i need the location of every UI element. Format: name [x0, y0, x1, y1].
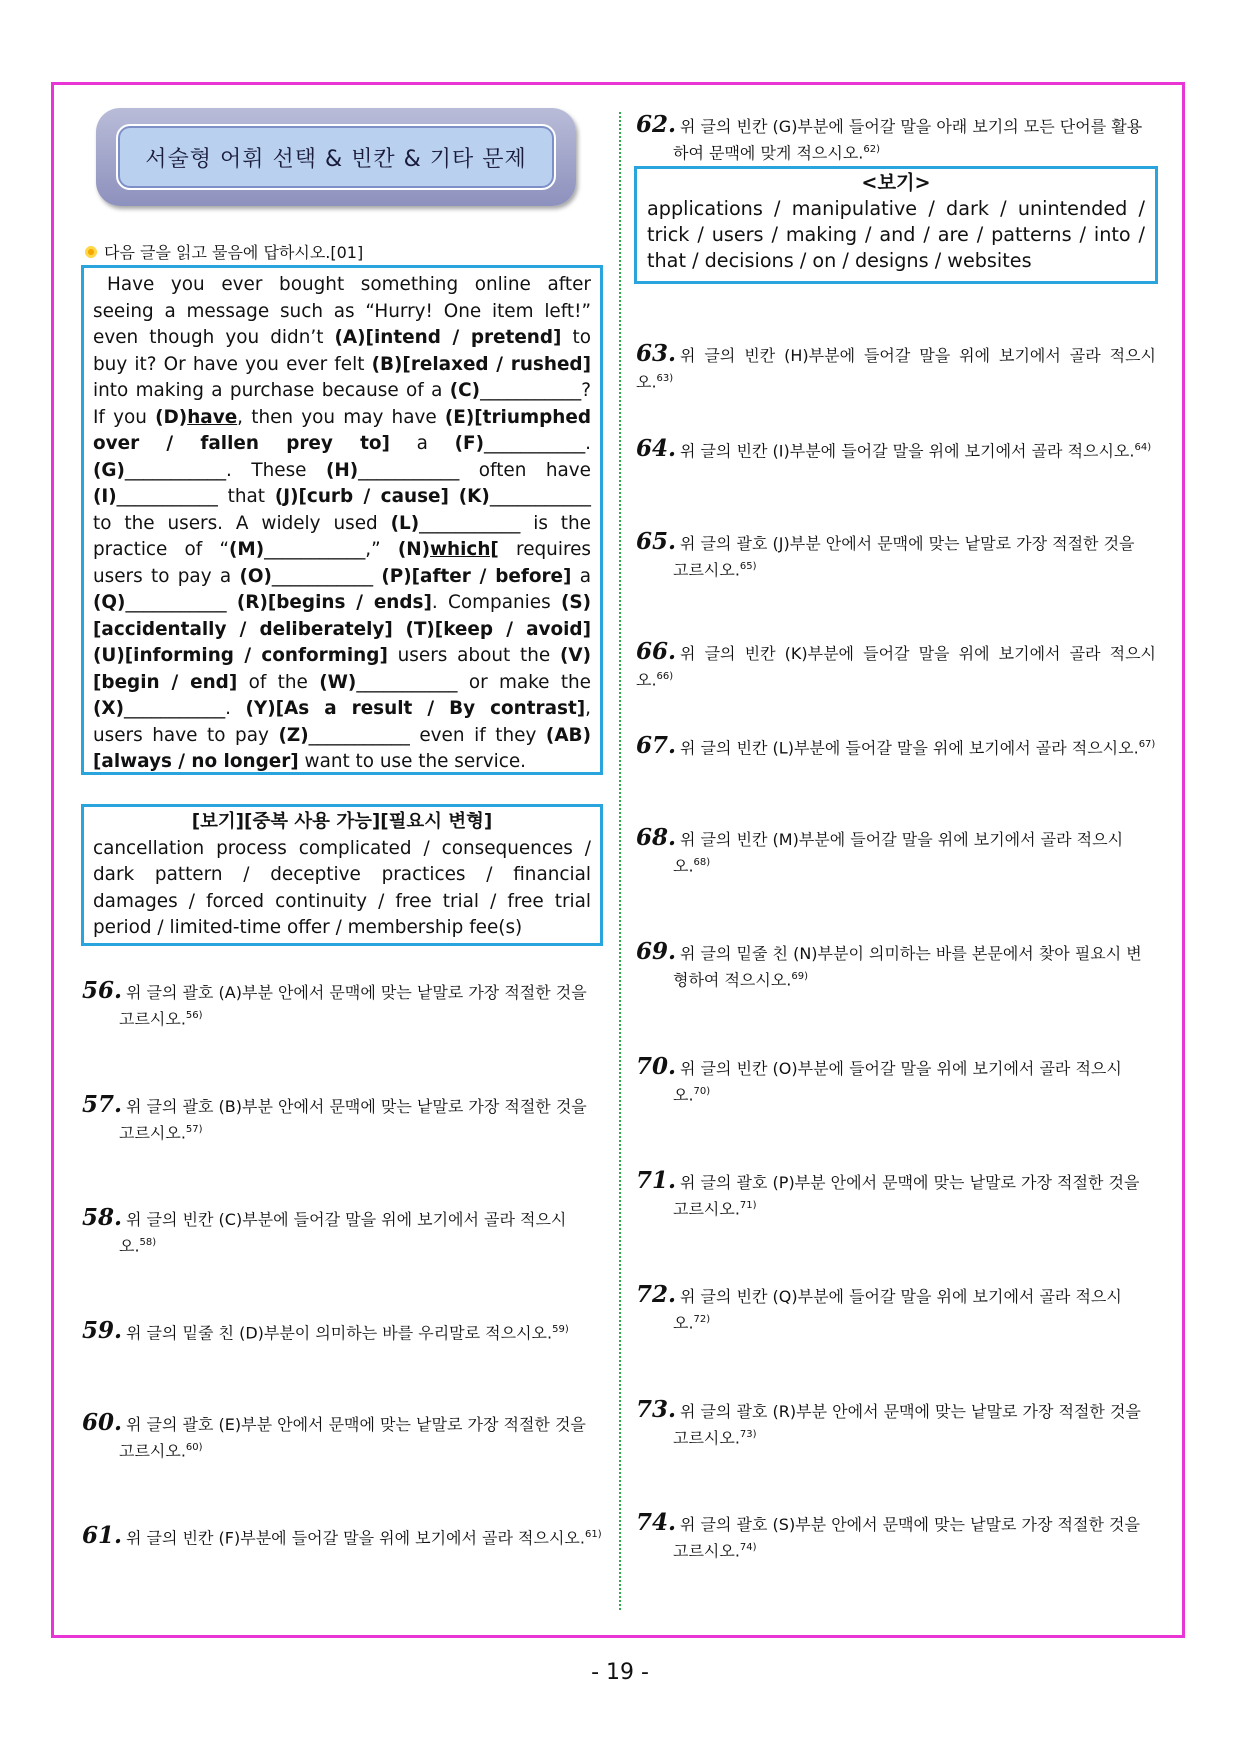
question-text: 위 글의 괄호 (B)부분 안에서 문맥에 맞는 낱말로 가장 적절한 것을: [126, 1097, 587, 1116]
question-text: 위 글의 빈칸 (O)부분에 들어갈 말을 위에 보기에서 골라 적으시: [680, 1059, 1122, 1078]
footnote-marker: 56): [185, 1010, 203, 1021]
passage-bold-segment: (N): [397, 539, 431, 560]
passage-bold-segment: (C): [449, 380, 481, 401]
footnote-marker: 60): [185, 1442, 203, 1453]
question-number: 63.: [636, 340, 677, 367]
flower-icon: [84, 245, 98, 259]
question-number: 72.: [636, 1281, 677, 1308]
question-text: 위 글의 빈칸 (L)부분에 들어갈 말을 위에 보기에서 골라 적으시오.: [680, 738, 1139, 758]
question-65: [636, 530, 1156, 581]
footnote-marker: 70): [693, 1086, 711, 1097]
word-box-1-heading: [보기][중복 사용 가능][필요시 변형]: [191, 811, 493, 832]
question-74: [636, 1511, 1156, 1562]
passage-bold-segment: (B)[relaxed / rushed]: [371, 353, 591, 375]
question-number: 57.: [82, 1091, 123, 1118]
passage-text-segment: ___________ that: [116, 486, 275, 507]
passage-bold-segment: (G): [93, 459, 125, 481]
word-box-2: [634, 166, 1158, 284]
word-box-1-words: cancellation process complicated / consequences / dark pattern / deceptive practices / financial damages / forced continuity / free trial / free trial period / limited-time offer / membership fee(s): [93, 837, 591, 938]
passage-text-segment: , then you may have: [237, 406, 445, 428]
question-text: 위 글의 빈칸 (F)부분에 들어갈 말을 위에 보기에서 골라 적으시오.: [126, 1528, 585, 1548]
question-text-continued: 고르시오.: [119, 1009, 186, 1029]
question-text: 위 글의 괄호 (J)부분 안에서 문맥에 맞는 낱말로 가장 적절한 것을: [680, 534, 1135, 553]
question-text: 위 글의 괄호 (E)부분 안에서 문맥에 맞는 낱말로 가장 적절한 것을: [126, 1415, 586, 1434]
passage-text-segment: ___________.: [124, 698, 246, 719]
passage-text-segment: ___________ is the practice of “: [93, 512, 591, 560]
passage-bold-segment: (I): [93, 486, 117, 507]
page-number: - 19 -: [591, 1660, 649, 1685]
question-text: 위 글의 빈칸 (C)부분에 들어갈 말을 위에 보기에서 골라 적으시: [126, 1210, 567, 1229]
title-badge-inner: [116, 124, 556, 190]
passage-bold-segment: (Z): [278, 724, 309, 746]
passage-bold-segment: (V)[begin / end]: [93, 645, 591, 693]
question-57: [82, 1093, 602, 1144]
question-text-continued: 고르시오.: [673, 1428, 740, 1448]
question-58: [82, 1206, 602, 1257]
instruction-text: 다음 글을 읽고 물음에 답하시오.[01]: [104, 243, 364, 262]
passage-bold-segment: (S)[accidentally / deliberately]: [93, 592, 591, 640]
question-text-continued: 하여 문맥에 맞게 적으시오.: [673, 143, 864, 163]
passage-bold-segment: (T)[keep / avoid]: [405, 618, 591, 640]
question-number: 65.: [636, 528, 677, 555]
question-63: [636, 342, 1156, 393]
question-text: 위 글의 빈칸 (M)부분에 들어갈 말을 위에 보기에서 골라 적으시: [680, 830, 1124, 849]
question-number: 56.: [82, 977, 123, 1004]
question-number: 69.: [636, 938, 677, 965]
footnote-marker: 68): [693, 857, 711, 868]
question-number: 73.: [636, 1396, 677, 1423]
question-number: 64.: [636, 435, 677, 463]
question-number: 68.: [636, 824, 677, 851]
question-text: 위 글의 빈칸 (I)부분에 들어갈 말을 위에 보기에서 골라 적으시오.: [680, 441, 1135, 461]
passage-bold-segment: which[: [430, 539, 499, 560]
footnote-marker: 61): [584, 1529, 602, 1540]
question-text-continued: 고르시오.: [119, 1123, 186, 1143]
footnote-marker: 65): [739, 561, 757, 572]
question-56: [82, 979, 602, 1030]
question-text-continued: 고르시오.: [673, 1541, 740, 1561]
passage-text-segment: of the: [237, 671, 320, 693]
passage-bold-segment: (K): [458, 486, 490, 507]
question-69: [636, 940, 1156, 991]
footnote-marker: 73): [739, 1429, 757, 1440]
footnote-marker: 57): [185, 1124, 203, 1135]
passage-text-segment: ___________ even if they: [308, 724, 546, 746]
footnote-marker: 74): [739, 1542, 757, 1553]
question-number: 62.: [636, 111, 677, 138]
passage-bold-segment: (L): [390, 512, 420, 534]
question-text: 위 글의 밑줄 친 (D)부분이 의미하는 바를 우리말로 적으시오.: [126, 1323, 553, 1343]
footnote-marker: 66): [656, 671, 674, 682]
question-text-continued: 오.: [673, 1085, 694, 1105]
question-number: 74.: [636, 1509, 677, 1536]
question-number: 61.: [82, 1522, 123, 1550]
passage-text-segment: a: [571, 565, 592, 587]
question-text-continued: 형하여 적으시오.: [673, 970, 792, 990]
passage-text-segment: into making a purchase because of a: [93, 380, 450, 401]
passage-text-segment: ___________ or make the: [356, 671, 591, 693]
passage-text-segment: , users have to pay: [93, 698, 592, 746]
question-text: 위 글의 빈칸 (G)부분에 들어갈 말을 아래 보기의 모든 단어를 활용: [680, 117, 1143, 136]
footnote-marker: 64): [1134, 442, 1152, 453]
question-62: [636, 113, 1156, 164]
question-text-continued: 오.: [673, 1313, 694, 1333]
passage-text-segment: requires users to pay a: [93, 539, 591, 587]
question-number: 66.: [636, 638, 677, 665]
passage-bold-segment: (M): [229, 539, 265, 560]
title-badge: [96, 108, 576, 206]
question-number: 71.: [636, 1167, 677, 1194]
question-text: 위 글의 빈칸 (H)부분에 들어갈 말을 위에 보기에서 골라 적으시오.: [636, 346, 1156, 392]
footnote-marker: 59): [552, 1324, 569, 1335]
question-number: 58.: [82, 1204, 123, 1231]
question-70: [636, 1055, 1156, 1106]
section-title: 서술형 어휘 선택 & 빈칸 & 기타 문제: [145, 146, 527, 172]
passage-text-segment: ___________ often have: [358, 459, 591, 481]
instruction: [84, 240, 363, 263]
footnote-marker: 63): [656, 373, 674, 384]
passage-text-segment: want to use the service.: [298, 751, 527, 772]
passage-text-segment: ___________: [125, 592, 237, 613]
footnote-marker: 62): [863, 144, 881, 155]
column-divider: [619, 112, 621, 1610]
passage-text-segment: ___________. These: [124, 459, 326, 481]
question-text: 위 글의 괄호 (A)부분 안에서 문맥에 맞는 낱말로 가장 적절한 것을: [126, 983, 587, 1002]
passage-text-segment: ___________: [271, 565, 382, 587]
question-73: [636, 1398, 1156, 1449]
passage-text-segment: ___________.: [484, 433, 591, 454]
word-box-2-words: applications / manipulative / dark / unintended / trick / users / making / and / are / patterns / into / that / decisions / on / designs / websites: [647, 197, 1145, 272]
question-number: 70.: [636, 1053, 677, 1080]
question-72: [636, 1283, 1156, 1334]
passage-bold-segment: (X): [93, 698, 124, 719]
passage-bold-segment: (D): [155, 406, 188, 428]
question-text-continued: 오.: [119, 1236, 140, 1256]
question-68: [636, 826, 1156, 877]
question-text-continued: 고르시오.: [673, 1199, 740, 1219]
passage-text-segment: [393, 619, 406, 640]
footnote-marker: 69): [791, 971, 809, 982]
question-61: [82, 1523, 602, 1549]
question-text: 위 글의 괄호 (R)부분 안에서 문맥에 맞는 낱말로 가장 적절한 것을: [680, 1402, 1141, 1421]
passage-bold-segment: (Q): [93, 592, 126, 613]
word-box-2-heading: <보기>: [861, 171, 931, 194]
question-66: [636, 640, 1156, 691]
passage-box: [81, 265, 603, 775]
question-60: [82, 1411, 602, 1462]
question-text: 위 글의 빈칸 (K)부분에 들어갈 말을 위에 보기에서 골라 적으시오.: [636, 644, 1156, 690]
word-box-1: [81, 804, 603, 946]
passage-bold-segment: (U)[informing / conforming]: [93, 645, 388, 666]
passage-bold-segment: (A)[intend / pretend]: [334, 327, 562, 348]
footnote-marker: 72): [693, 1314, 711, 1325]
question-text: 위 글의 밑줄 친 (N)부분이 의미하는 바를 본문에서 찾아 필요시 변: [680, 944, 1142, 963]
footnote-marker: 67): [1138, 739, 1156, 750]
question-67: [636, 733, 1156, 759]
question-number: 60.: [82, 1409, 123, 1436]
question-text-continued: 오.: [673, 856, 694, 876]
passage-text-segment: to buy it? Or have you ever felt: [93, 327, 591, 375]
question-59: [82, 1318, 602, 1344]
question-64: [636, 436, 1156, 462]
passage-text-segment: [449, 486, 459, 507]
question-71: [636, 1169, 1156, 1220]
passage-bold-segment: (R)[begins / ends]: [236, 592, 432, 613]
question-text-continued: 고르시오.: [119, 1441, 186, 1461]
question-number: 59.: [82, 1317, 123, 1345]
passage-text-segment: a: [389, 433, 455, 454]
question-text: 위 글의 괄호 (P)부분 안에서 문맥에 맞는 낱말로 가장 적절한 것을: [680, 1173, 1140, 1192]
passage-text-segment: Have you ever bought something online after seeing a message such as “Hurry! One item left!” even though you didn’t: [93, 274, 591, 348]
passage-text-segment: ___________ to the users. A widely used: [93, 486, 591, 534]
passage-bold-segment: (AB)[always / no longer]: [93, 724, 591, 772]
passage-bold-segment: (Y)[As a result / By contrast]: [245, 698, 586, 719]
question-text: 위 글의 빈칸 (Q)부분에 들어갈 말을 위에 보기에서 골라 적으시: [680, 1287, 1122, 1306]
footnote-marker: 71): [739, 1200, 757, 1211]
passage-bold-segment: (H): [325, 459, 359, 481]
passage-text-segment: . Companies: [431, 592, 561, 613]
footnote-marker: 58): [139, 1237, 157, 1248]
passage-text-segment: ___________? If you: [93, 380, 591, 428]
passage-text-segment: users about the: [387, 645, 560, 666]
passage-bold-segment: (F): [454, 433, 484, 454]
passage-bold-segment: (W): [319, 671, 357, 693]
passage-bold-segment: (E)[triumphed over / fallen prey to]: [93, 406, 591, 454]
passage-bold-segment: have: [187, 406, 238, 428]
passage-bold-segment: (O): [239, 565, 272, 587]
passage-bold-segment: (J)[curb / cause]: [274, 486, 449, 507]
question-number: 67.: [636, 732, 677, 760]
passage-bold-segment: (P)[after / before]: [381, 565, 572, 587]
question-text-continued: 고르시오.: [673, 560, 740, 580]
question-text: 위 글의 괄호 (S)부분 안에서 문맥에 맞는 낱말로 가장 적절한 것을: [680, 1515, 1140, 1534]
passage-text-segment: ___________,”: [264, 539, 398, 560]
